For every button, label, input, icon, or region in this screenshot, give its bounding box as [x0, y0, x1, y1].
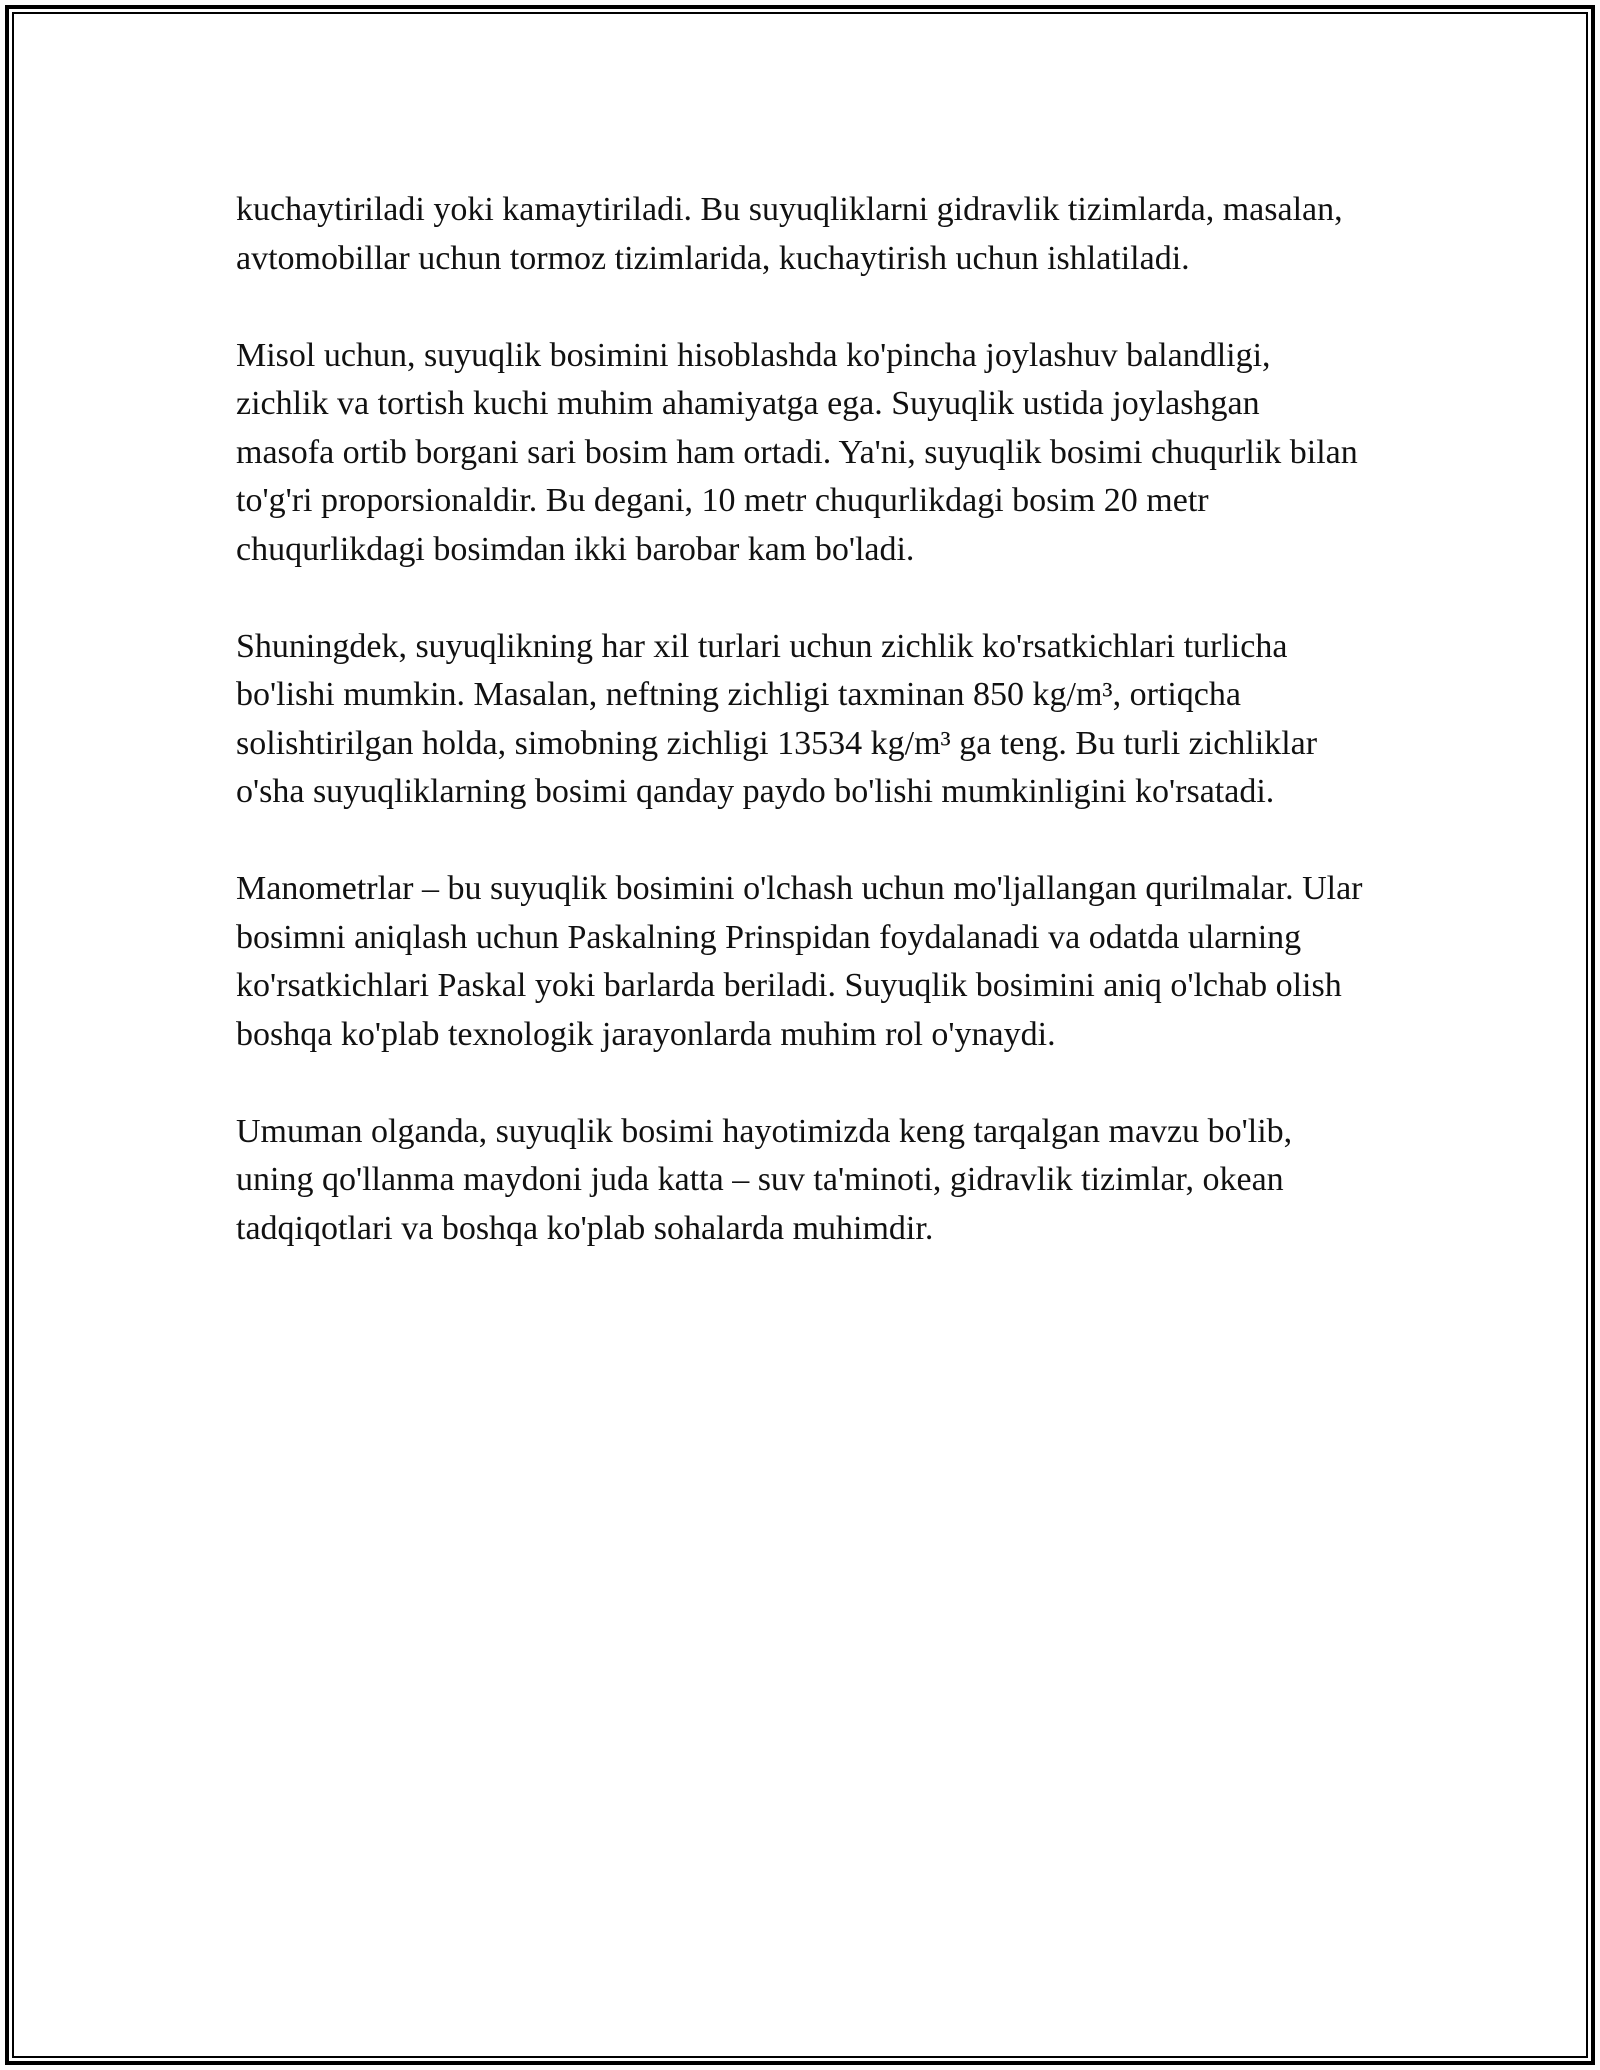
document-body	[236, 186, 1366, 1302]
paragraph-density-comparison: Shuningdek, suyuqlikning har xil turlari uchun zichlik ko'rsatkichlari turlicha bo'lishi mumkin. Masalan, neftning zichligi taxminan 850 kg/m³, ortiqcha solishtirilgan holda, simobning zichligi 13534 kg/m³ ga teng. Bu turli zichliklar o'sha suyuqliklarning bosimi qanday paydo bo'lishi mumkinligini ko'rsatadi.	[236, 627, 1318, 810]
paragraph-conclusion: Umuman olganda, suyuqlik bosimi hayotimizda keng tarqalgan mavzu bo'lib, uning qo'llanma maydoni juda katta – suv ta'minoti, gidravlik tizimlar, okean tadqiqotlari va boshqa ko'plab sohalarda muhimdir.	[236, 1112, 1293, 1247]
paragraph-pressure-depth: Misol uchun, suyuqlik bosimini hisoblashda ko'pincha joylashuv balandligi, zichlik va tortish kuchi muhim ahamiyatga ega. Suyuqlik ustida joylashgan masofa ortib borgani sari bosim ham ortadi. Ya'ni, suyuqlik bosimi chuqurlik bilan to'g'ri proporsionaldir. Bu degani, 10 metr chuqurlikdagi bosim 20 metr chuqurlikdagi bosimdan ikki barobar kam bo'ladi.	[236, 336, 1358, 568]
paragraph-hydraulics-intro: kuchaytiriladi yoki kamaytiriladi. Bu suyuqliklarni gidravlik tizimlarda, masalan, avtomobillar uchun tormoz tizimlarida, kuchaytirish uchun ishlatiladi.	[236, 191, 1343, 277]
paragraph-manometers: Manometrlar – bu suyuqlik bosimini o'lchash uchun mo'ljallangan qurilmalar. Ular bosimni aniqlash uchun Paskalning Prinspidan foydalanadi va odatda ularning ko'rsatkichlari Paskal yoki barlarda beriladi. Suyuqlik bosimini aniq o'lchab olish boshqa ko'plab texnologik jarayonlarda muhim rol o'ynaydi.	[236, 870, 1363, 1053]
